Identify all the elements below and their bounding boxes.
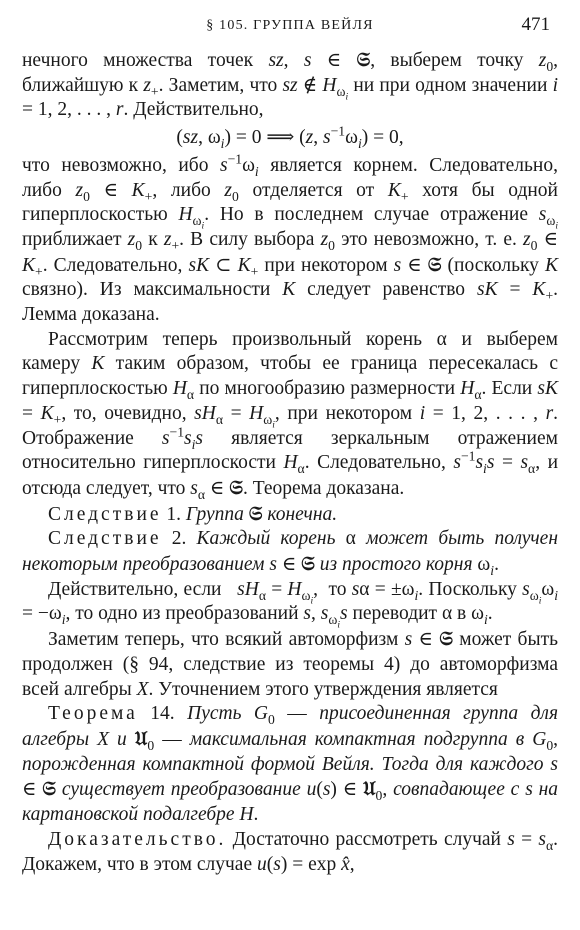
paragraph: Рассмотрим теперь произвольный корень α и выберем камеру K таким образом, чтобы ее граница пересекалась с гиперплоскостью $H_\alpha$ по многообразию размерности $H_\alpha$. Если sK = $K_+$, то, очевидно, $sH_\alpha = H_{\omega_i}$, при некотором i = 1, 2, . . . , r. Отображение $s^{-1}s_is$ является зеркальным отражением относительно гиперплоскости $H_\alpha$. Следовательно, $s^{-1}s_is = s_\alpha$, и отсюда следует, что $s_\alpha$ ∈ 𝔖. Теорема доказана. (22, 328, 559, 502)
paragraph: Действительно, если $sH_\alpha = H_{\omega_i}$, то $s\alpha = \pm\omega_i$. Поскольку $s_{\omega_i}\omega_i = -\omega_i$, то одно из преобразований s, $s_{\omega_i}s$ переводит α в $\omega_i$. (22, 578, 558, 632)
body-text (22, 48, 558, 877)
paragraph: Следствие 1. Группа 𝔖 конечна. (48, 501, 338, 525)
section-title: § 105. ГРУППА ВЕЙЛЯ (206, 18, 374, 33)
paragraph: Следствие 2. Каждый корень α может быть получен некоторым преобразованием s ∈ 𝔖 из простого корня $\omega_i$. (22, 528, 559, 578)
paragraph: Заметим теперь, что всякий автоморфизм s ∈ 𝔖 может быть продолжен (§ 94, следствие из теоремы 4) до автоморфизма всей алгебры X. Уточнением этого утверждения является (22, 627, 558, 700)
paragraph: Теорема 14. Пусть $G_0$ — присоединенная группа для алгебры X и 𝔘$_0$ — максимальная компактная подгруппа в $G_0$, порожденная компактной формой Вейля. Тогда для каждого s ∈ 𝔖 существует преобразование u(s) ∈ 𝔘$_0$, совпадающее с s на картановской подалгебре H. (22, 703, 559, 826)
paragraph: нечного множества точек sz, s ∈ 𝔖, выберем точку $z_0$, ближайшую к $z_+$. Заметим, что sz ∉ $H_{\omega_i}$ ни при одном значении i = 1, 2, . . . , r. Действительно, (22, 48, 559, 121)
paragraph: что невозможно, ибо $s^{-1}\omega_i$ является корнем. Следовательно, либо $z_0$ ∈ $K_+$, либо $z_0$ отделяется от $K_+$ хотя бы одной гиперплоскостью $H_{\omega_i}$. Но в последнем случае отражение $s_{\omega_i}$ приближает $z_0$ к $z_+$. В силу выбора $z_0$ это невозможно, т. е. $z_0$ ∈ $K_+$. Следовательно, sK ⊂ $K_+$ при некотором s ∈ 𝔖 (поскольку K связно). Из максимальности K следует равенство sK = $K_+$. Лемма доказана. (22, 151, 559, 326)
paragraph: Доказательство. Достаточно рассмотреть случай $s = s_\alpha$. Докажем, что в этом случае u(s) = exp x̂, (22, 828, 558, 875)
page-number: 471 (521, 14, 550, 35)
running-header (22, 10, 558, 48)
paragraph: (sz, $\omega_i) = 0$ ⟹ (z, $s^{-1}\omega_i) = 0$, (176, 123, 404, 151)
